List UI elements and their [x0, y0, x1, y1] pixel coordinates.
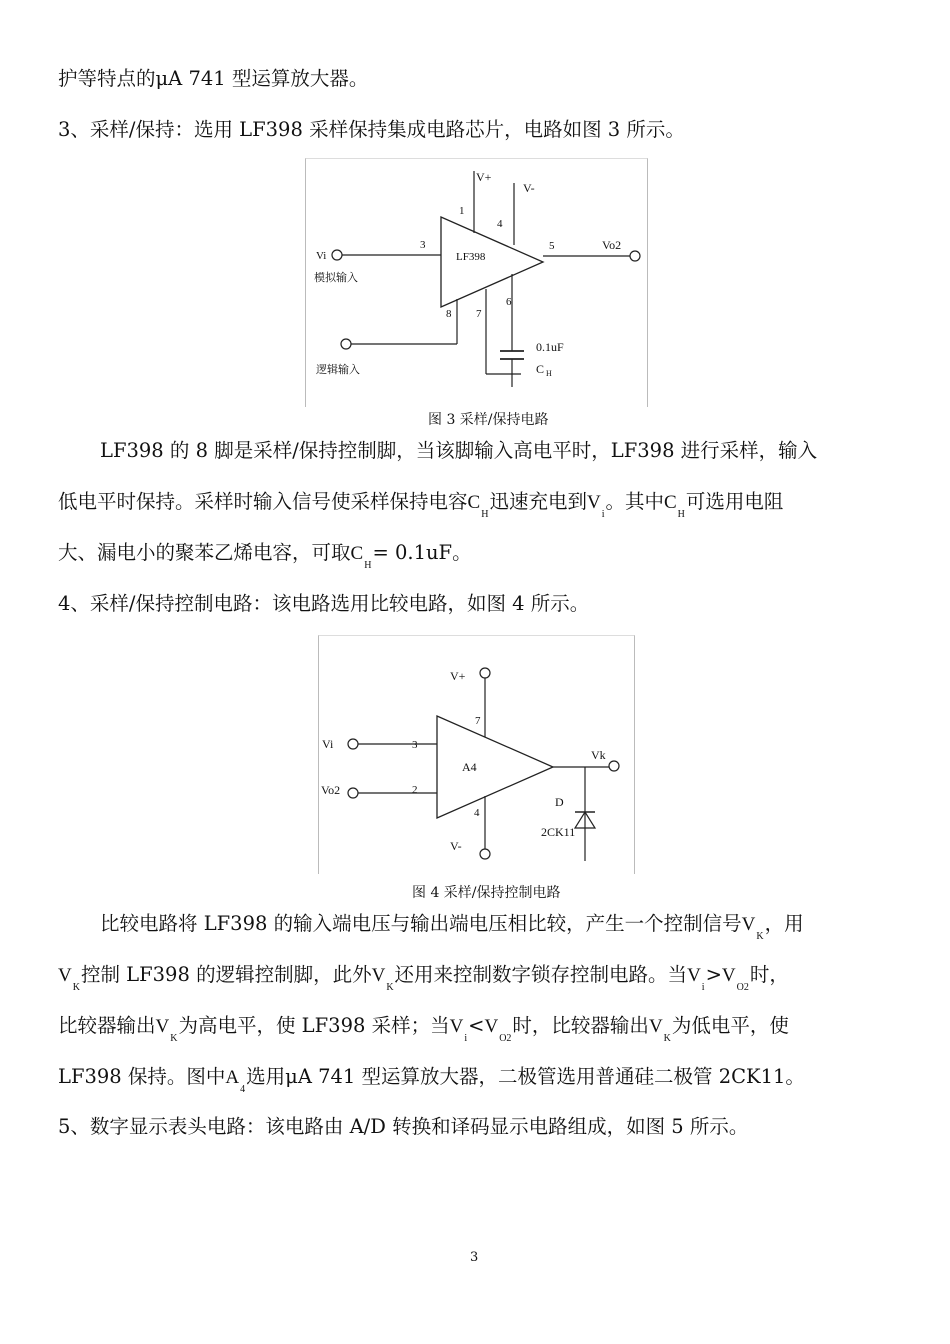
paragraph-line: 大、漏电小的聚苯乙烯电容，可取$C_H= 0.1uF$。	[58, 541, 472, 571]
capacitor-value: 0.1uF	[536, 340, 564, 354]
logic-input-terminal	[341, 339, 351, 349]
vk-terminal	[609, 761, 619, 771]
vi-terminal	[332, 250, 342, 260]
figure-3-caption: 图 3 采样/保持电路	[428, 412, 549, 428]
vo2-terminal	[348, 788, 358, 798]
section-heading: 4、采样/保持控制电路：该电路选用比较电路，如图 4 所示。	[58, 592, 590, 615]
figure-3	[305, 158, 648, 407]
paragraph-line: LF398 保持。图中$A_4$选用μA 741 型运算放大器，二极管选用普通硅二极管 2CK11。	[58, 1065, 805, 1095]
pin-label: 3	[420, 239, 426, 251]
paragraph-line: LF398 的 8 脚是采样/保持控制脚，当该脚输入高电平时，LF398 进行采样，输入	[100, 439, 818, 462]
diode-label: D	[555, 795, 564, 809]
pin-label: 4	[497, 218, 503, 230]
vi-label: Vi	[316, 250, 327, 262]
paragraph-line: 比较电路将 LF398 的输入端电压与输出端电压相比较，产生一个控制信号$V_K$，用	[100, 912, 804, 942]
capacitor-name: C	[536, 362, 545, 376]
vo2-terminal	[630, 251, 640, 261]
pin-label: 6	[506, 296, 512, 308]
pin-label: 1	[459, 205, 465, 217]
chip-label: A4	[462, 760, 477, 774]
capacitor-sub: H	[546, 369, 552, 378]
pin-label: 3	[412, 739, 418, 751]
paragraph-line: 护等特点的μA 741 型运算放大器。	[58, 67, 369, 90]
vplus-label: V+	[476, 170, 492, 184]
pin-label: 8	[446, 308, 452, 320]
vi-label: Vi	[322, 737, 334, 751]
analog-input-label: 模拟输入	[314, 272, 358, 284]
sample-hold-circuit-diagram	[306, 159, 647, 407]
paragraph-line: $V_K$控制 LF398 的逻辑控制脚，此外$V_K$还用来控制数字锁存控制电路。当$V_i>V_{O2}$时，	[58, 963, 789, 993]
figure-4	[318, 635, 635, 874]
vi-terminal	[348, 739, 358, 749]
sample-hold-control-circuit-diagram	[319, 636, 634, 874]
pin-label: 4	[474, 807, 480, 819]
pin-label: 7	[476, 308, 482, 320]
chip-label: LF398	[456, 251, 486, 263]
a4-comparator-symbol	[437, 716, 553, 818]
section-heading: 3、采样/保持：选用 LF398 采样保持集成电路芯片，电路如图 3 所示。	[58, 118, 685, 141]
vplus-terminal	[480, 668, 490, 678]
figure-4-caption: 图 4 采样/保持控制电路	[412, 885, 561, 901]
vminus-label: V-	[523, 181, 535, 195]
vplus-label: V+	[450, 669, 466, 683]
page-number: 3	[470, 1250, 479, 1265]
logic-input-label: 逻辑输入	[316, 364, 360, 376]
vo2-label: Vo2	[602, 238, 622, 252]
vo2-label: Vo2	[321, 783, 341, 797]
paragraph-line: 比较器输出$V_K$为高电平，使 LF398 采样；当$V_i<V_{O2}$时，比较器输出$V_K$为低电平，使	[58, 1014, 789, 1044]
vk-label: Vk	[591, 748, 606, 762]
pin-label: 5	[549, 240, 555, 252]
section-heading: 5、数字显示表头电路：该电路由 A/D 转换和译码显示电路组成，如图 5 所示。	[58, 1115, 749, 1138]
vminus-terminal	[480, 849, 490, 859]
pin-label: 2	[412, 784, 418, 796]
pin-label: 7	[475, 715, 481, 727]
diode-model-label: 2CK11	[541, 825, 576, 839]
vminus-label: V-	[450, 839, 462, 853]
paragraph-line: 低电平时保持。采样时输入信号使采样保持电容$C_H$迅速充电到$V_i$。其中$C_H$可选用电阻	[58, 490, 784, 520]
